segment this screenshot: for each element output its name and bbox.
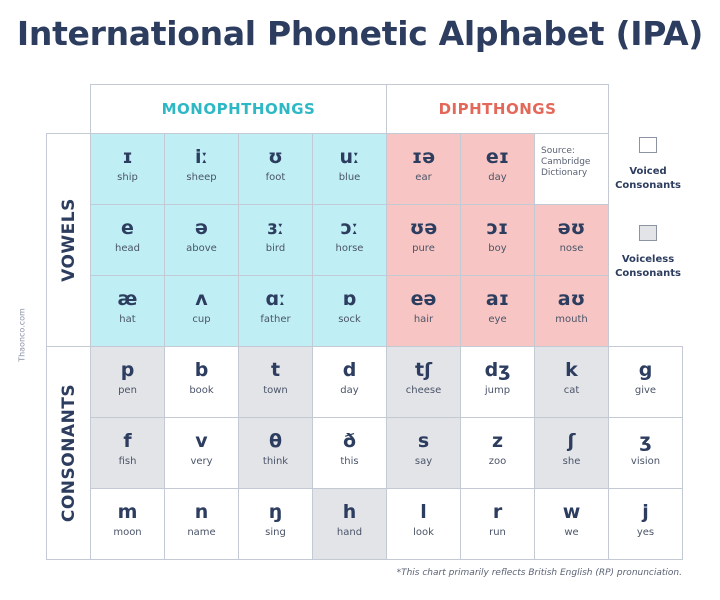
ipa-cell — [460, 204, 535, 276]
voiced-legend-label — [609, 165, 687, 193]
ipa-cell — [312, 488, 387, 560]
ipa-symbol: ʒ — [639, 430, 652, 452]
ipa-cell — [90, 417, 165, 489]
ipa-cell — [90, 346, 165, 418]
source-line3: Dictionary — [541, 168, 588, 178]
ipa-cell — [534, 346, 609, 418]
side-credit: Thaonco.com — [17, 308, 27, 362]
example-word: day — [488, 172, 507, 183]
ipa-symbol: w — [562, 501, 581, 523]
ipa-cell — [238, 346, 313, 418]
page-title: International Phonetic Alphabet (IPA) — [16, 14, 704, 53]
ipa-cell — [534, 204, 609, 276]
ipa-symbol: dʒ — [484, 359, 511, 381]
source-note — [534, 133, 609, 205]
ipa-symbol: ɒ — [342, 288, 357, 310]
example-word: pen — [118, 385, 137, 396]
example-word: cup — [192, 314, 211, 325]
ipa-cell — [386, 346, 461, 418]
ipa-symbol: uː — [339, 146, 360, 168]
ipa-cell — [238, 204, 313, 276]
voiceless-legend-label — [609, 253, 687, 281]
example-word: ear — [415, 172, 432, 183]
voiced-legend-line2: Consonants — [615, 180, 681, 191]
voiceless-legend-swatch — [639, 225, 657, 241]
ipa-symbol: ə — [195, 217, 208, 239]
example-word: yes — [636, 527, 655, 538]
ipa-cell — [238, 133, 313, 205]
ipa-cell — [312, 417, 387, 489]
voiced-legend-swatch — [639, 137, 657, 153]
example-word: pure — [412, 243, 435, 254]
ipa-symbol: ð — [342, 430, 357, 452]
ipa-symbol: f — [123, 430, 132, 452]
ipa-symbol: v — [195, 430, 208, 452]
ipa-symbol: aʊ — [557, 288, 586, 310]
consonants-row-label — [46, 346, 91, 560]
example-word: think — [262, 456, 289, 467]
ipa-symbol: t — [270, 359, 281, 381]
ipa-cell — [460, 488, 535, 560]
ipa-symbol: ɪə — [411, 146, 436, 168]
ipa-symbol: h — [342, 501, 357, 523]
ipa-cell — [460, 417, 535, 489]
ipa-cell — [386, 488, 461, 560]
ipa-symbol: eə — [410, 288, 437, 310]
ipa-symbol: ɔː — [340, 217, 359, 239]
example-word: book — [189, 385, 214, 396]
ipa-cell — [386, 133, 461, 205]
vowels-label-text: VOWELS — [58, 198, 79, 282]
ipa-cell — [460, 346, 535, 418]
ipa-cell — [608, 346, 683, 418]
example-word: boy — [488, 243, 507, 254]
ipa-cell — [312, 133, 387, 205]
ipa-symbol: ŋ — [268, 501, 283, 523]
ipa-symbol: s — [417, 430, 430, 452]
example-word: say — [414, 456, 433, 467]
ipa-symbol: θ — [268, 430, 283, 452]
footnote: *This chart primarily reflects British English (RP) pronunciation. — [396, 568, 682, 578]
voiceless-legend-line1: Voiceless — [621, 254, 675, 265]
example-word: town — [263, 385, 288, 396]
ipa-cell — [386, 417, 461, 489]
example-word: she — [562, 456, 581, 467]
example-word: name — [187, 527, 216, 538]
voiceless-legend-line2: Consonants — [615, 268, 681, 279]
ipa-cell — [164, 133, 239, 205]
ipa-symbol: e — [121, 217, 134, 239]
consonants-label-text: CONSONANTS — [58, 383, 79, 523]
example-word: cat — [563, 385, 580, 396]
ipa-cell — [164, 417, 239, 489]
example-word: sock — [338, 314, 361, 325]
ipa-cell — [164, 204, 239, 276]
example-word: foot — [265, 172, 286, 183]
ipa-symbol: n — [194, 501, 209, 523]
ipa-symbol: æ — [117, 288, 138, 310]
example-word: day — [340, 385, 359, 396]
ipa-cell — [238, 417, 313, 489]
example-word: run — [489, 527, 506, 538]
example-word: hat — [119, 314, 136, 325]
example-word: jump — [484, 385, 511, 396]
example-word: mouth — [555, 314, 588, 325]
example-word: horse — [335, 243, 364, 254]
ipa-cell — [90, 133, 165, 205]
vowels-row-label — [46, 133, 91, 347]
ipa-cell — [238, 275, 313, 347]
example-word: fish — [118, 456, 137, 467]
example-word: we — [564, 527, 579, 538]
ipa-symbol: ɪ — [122, 146, 133, 168]
example-word: cheese — [405, 385, 442, 396]
example-word: nose — [559, 243, 584, 254]
example-word: ship — [117, 172, 138, 183]
ipa-symbol: g — [638, 359, 653, 381]
ipa-cell — [312, 275, 387, 347]
ipa-symbol: eɪ — [485, 146, 510, 168]
ipa-cell — [90, 275, 165, 347]
ipa-cell — [90, 488, 165, 560]
ipa-symbol: ʃ — [567, 430, 576, 452]
example-word: sheep — [186, 172, 217, 183]
example-word: eye — [488, 314, 507, 325]
ipa-symbol: ʊ — [268, 146, 283, 168]
ipa-cell — [312, 346, 387, 418]
example-word: sing — [265, 527, 286, 538]
example-word: look — [413, 527, 434, 538]
example-word: hand — [336, 527, 363, 538]
ipa-symbol: əʊ — [557, 217, 586, 239]
ipa-symbol: ɔɪ — [486, 217, 509, 239]
ipa-cell — [460, 133, 535, 205]
example-word: vision — [630, 456, 661, 467]
source-line2: Cambridge — [541, 157, 591, 167]
example-word: zoo — [488, 456, 507, 467]
ipa-symbol: ʌ — [195, 288, 208, 310]
source-text — [541, 146, 604, 179]
ipa-symbol: r — [492, 501, 503, 523]
example-word: hair — [413, 314, 434, 325]
ipa-symbol: j — [642, 501, 649, 523]
voiced-legend-line1: Voiced — [629, 166, 667, 177]
example-word: bird — [265, 243, 286, 254]
ipa-cell — [534, 275, 609, 347]
ipa-cell — [312, 204, 387, 276]
ipa-symbol: d — [342, 359, 357, 381]
example-word: this — [340, 456, 359, 467]
ipa-symbol: iː — [195, 146, 208, 168]
ipa-cell — [608, 417, 683, 489]
ipa-symbol: ʊə — [409, 217, 438, 239]
ipa-symbol: tʃ — [415, 359, 432, 381]
ipa-symbol: aɪ — [485, 288, 510, 310]
ipa-cell — [90, 204, 165, 276]
ipa-symbol: m — [117, 501, 138, 523]
ipa-symbol: b — [194, 359, 209, 381]
ipa-symbol: k — [565, 359, 578, 381]
source-line1: Source: — [541, 146, 575, 156]
ipa-cell — [386, 275, 461, 347]
example-word: above — [186, 243, 217, 254]
ipa-cell — [164, 275, 239, 347]
example-word: blue — [338, 172, 361, 183]
ipa-cell — [460, 275, 535, 347]
example-word: give — [634, 385, 657, 396]
ipa-cell — [534, 417, 609, 489]
ipa-cell — [164, 488, 239, 560]
ipa-symbol: z — [491, 430, 504, 452]
ipa-symbol: p — [120, 359, 135, 381]
example-word: very — [190, 456, 213, 467]
diphthongs-header: DIPHTHONGS — [386, 84, 609, 134]
example-word: head — [115, 243, 140, 254]
ipa-cell — [238, 488, 313, 560]
ipa-cell — [386, 204, 461, 276]
example-word: father — [260, 314, 291, 325]
ipa-symbol: l — [420, 501, 427, 523]
monophthongs-header: MONOPHTHONGS — [90, 84, 387, 134]
ipa-cell — [534, 488, 609, 560]
ipa-symbol: ɑː — [265, 288, 286, 310]
example-word: moon — [113, 527, 142, 538]
ipa-cell — [608, 488, 683, 560]
ipa-cell — [164, 346, 239, 418]
ipa-symbol: ɜː — [267, 217, 284, 239]
